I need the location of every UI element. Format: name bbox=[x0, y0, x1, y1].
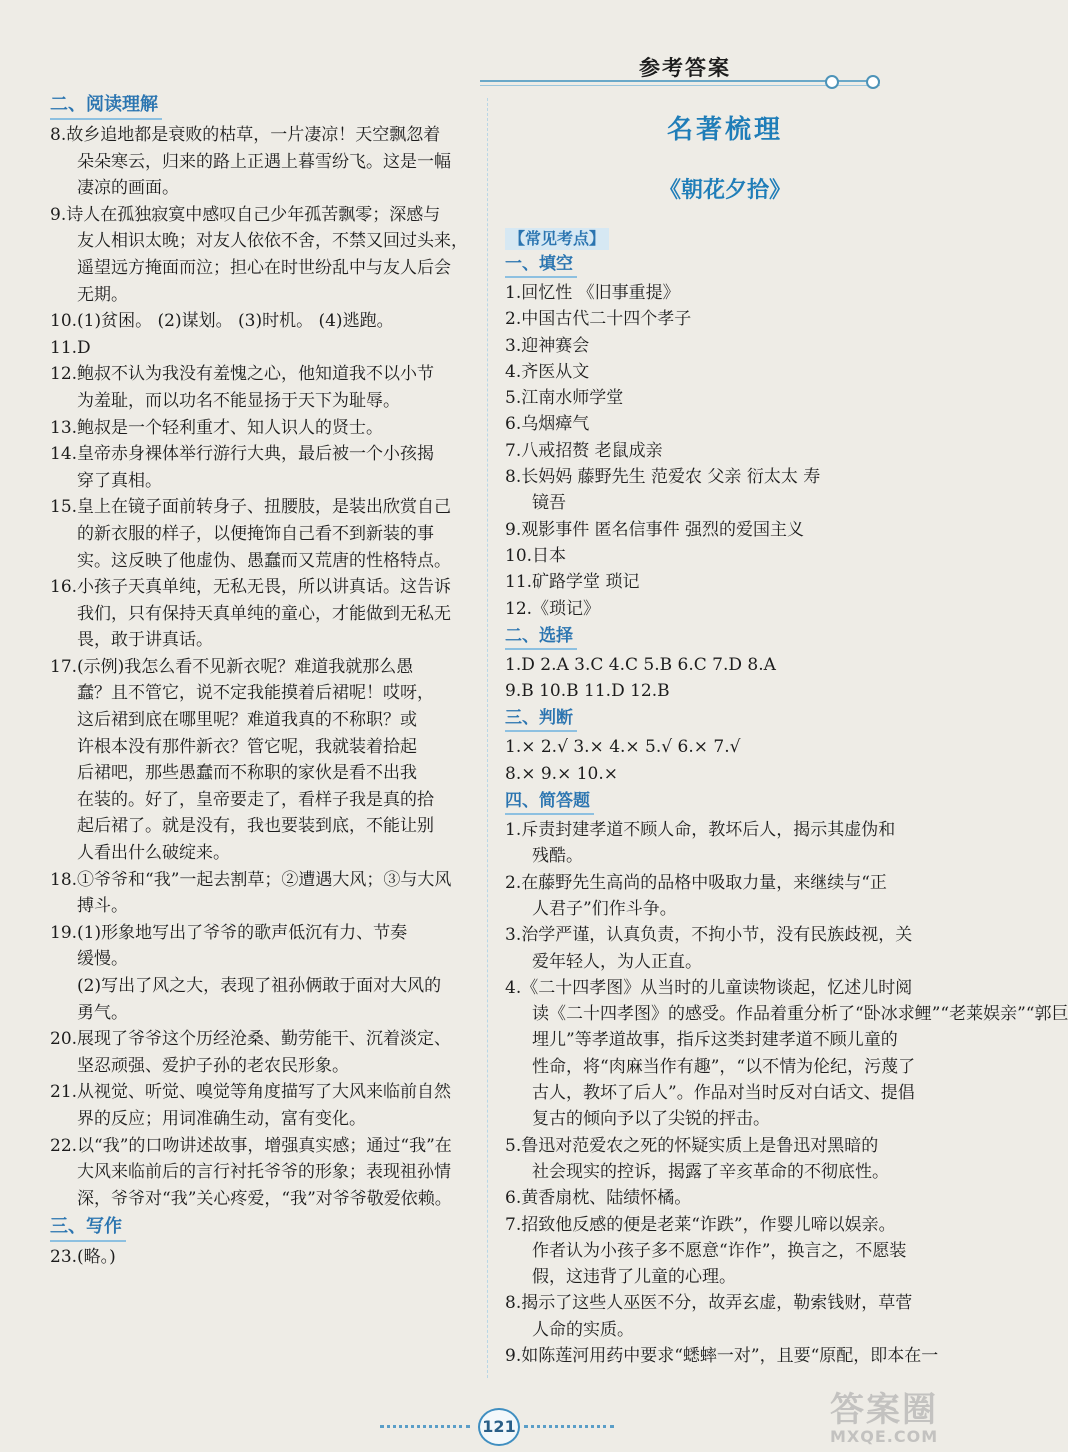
answer-line: 镜吾 bbox=[532, 493, 566, 514]
answer-line: 5.鲁迅对范爱农之死的怀疑实质上是鲁迅对黑暗的 bbox=[505, 1135, 879, 1156]
answer-line: 9.B 10.B 11.D 12.B bbox=[505, 681, 670, 702]
answer-item bbox=[505, 1133, 945, 1186]
answer-line: 19.(1)形象地写出了爷爷的歌声低沉有力、节奏 bbox=[50, 922, 408, 943]
answer-line: 1.斥责封建孝道不顾人命，教坏后人，揭示其虚伪和 bbox=[505, 820, 896, 841]
right-column bbox=[505, 110, 1068, 1369]
answer-line: 23.(略。) bbox=[50, 1247, 116, 1268]
answer-line: 7.招致他反感的便是老莱“诈跌”，作婴儿啼以娱亲。 bbox=[505, 1214, 896, 1235]
answer-item bbox=[505, 438, 945, 464]
answer-line: 爱年轻人，为人正直。 bbox=[532, 951, 702, 972]
answer-line: 13.鲍叔是一个轻利重才、知人识人的贤士。 bbox=[50, 417, 384, 438]
answer-line: 凄凉的画面。 bbox=[77, 178, 179, 199]
section-heading: 四、简答题 bbox=[505, 789, 594, 815]
dotted-rule bbox=[380, 1425, 470, 1428]
answer-line: 16.小孩子天真单纯，无私无畏，所以讲真话。这告诉 bbox=[50, 577, 452, 598]
answer-item bbox=[505, 817, 945, 870]
answer-line: 在装的。好了，皇帝要走了，看样子我是真的拾 bbox=[77, 789, 434, 810]
answer-line: 22.以“我”的口吻讲述故事，增强真实感；通过“我”在 bbox=[50, 1135, 452, 1156]
answer-line: 大风来临前后的言行衬托爷爷的形象；表现祖孙情 bbox=[77, 1162, 451, 1183]
answer-item bbox=[505, 1343, 945, 1369]
answer-line: 遥望远方掩面而泣；担心在时世纷乱中与友人后会 bbox=[77, 257, 451, 278]
answer-item bbox=[505, 543, 945, 569]
answer-line: 6.黄香扇枕、陆绩怀橘。 bbox=[505, 1188, 692, 1209]
answer-line: 9.观影事件 匿名信事件 强烈的爱国主义 bbox=[505, 519, 805, 540]
answer-line: 勇气。 bbox=[77, 1002, 128, 1023]
answer-item bbox=[50, 654, 470, 867]
answer-line: 缓慢。 bbox=[77, 949, 128, 970]
answer-line: 14.皇帝赤身裸体举行游行大典，最后被一个小孩揭 bbox=[50, 444, 435, 465]
answer-line: 穿了真相。 bbox=[77, 470, 162, 491]
answer-line: 古人，教坏了后人”。作品对当时反对白话文、提倡 bbox=[532, 1083, 915, 1104]
header-dot-icon bbox=[866, 75, 880, 89]
answer-line: 这后裙到底在哪里呢？难道我真的不称职？或 bbox=[77, 710, 417, 731]
answer-item bbox=[50, 441, 470, 494]
left-column bbox=[50, 90, 470, 1271]
answer-item bbox=[50, 361, 470, 414]
answer-item bbox=[50, 1026, 470, 1079]
watermark-text: 答案圈 bbox=[830, 1390, 938, 1430]
answer-item bbox=[505, 975, 1068, 1133]
answer-line: 朵朵寒云，归来的路上正遇上暮雪纷飞。这是一幅 bbox=[77, 151, 451, 172]
answer-item bbox=[505, 569, 945, 595]
answer-line: 1.D 2.A 3.C 4.C 5.B 6.C 7.D 8.A bbox=[505, 654, 776, 675]
answer-item bbox=[505, 333, 945, 359]
answer-line: 11.矿路学堂 琐记 bbox=[505, 572, 640, 593]
answer-line: 4.齐医从文 bbox=[505, 361, 590, 382]
answer-item bbox=[505, 922, 945, 975]
answer-line: 8.揭示了这些人巫医不分，故弄玄虚，勒索钱财，草菅 bbox=[505, 1293, 913, 1314]
answer-line: 7.八戒招赘 老鼠成亲 bbox=[505, 440, 663, 461]
section-title: 名著梳理 bbox=[666, 115, 783, 145]
answer-line: 21.从视觉、听觉、嗅觉等角度描写了大风来临前自然 bbox=[50, 1082, 452, 1103]
answer-line: 实。这反映了他虚伪、愚蠢而又荒唐的性格特点。 bbox=[77, 550, 451, 571]
answer-item bbox=[50, 202, 470, 308]
answer-line: 5.江南水师学堂 bbox=[505, 388, 624, 409]
page-number: 121 bbox=[478, 1408, 520, 1446]
answer-line: 17.(示例)我怎么看不见新衣呢？难道我就那么愚 bbox=[50, 656, 414, 677]
answer-line: 3.治学严谨，认真负责，不拘小节，没有民族歧视，关 bbox=[505, 925, 913, 946]
column-divider bbox=[487, 98, 488, 1378]
answer-item bbox=[505, 385, 945, 411]
answer-line: 10.日本 bbox=[505, 545, 567, 566]
watermark-logo bbox=[830, 1382, 980, 1446]
answer-line: 人君子”们作斗争。 bbox=[532, 898, 677, 919]
answer-line: 搏斗。 bbox=[77, 896, 128, 917]
answer-item bbox=[505, 652, 945, 678]
answer-line: 20.展现了爷爷这个历经沧桑、勤劳能干、沉着淡定、 bbox=[50, 1029, 452, 1050]
watermark-url: MXQE.COM bbox=[830, 1427, 939, 1446]
header-title: 参考答案 bbox=[639, 56, 731, 80]
answer-line: 无期。 bbox=[77, 284, 128, 305]
answer-item bbox=[505, 1185, 945, 1211]
answer-line: 许根本没有那件新衣？管它呢，我就装着拾起 bbox=[77, 736, 417, 757]
answer-line: 社会现实的控诉，揭露了辛亥革命的不彻底性。 bbox=[532, 1161, 889, 1182]
answer-item bbox=[505, 596, 945, 622]
answer-item bbox=[505, 464, 945, 517]
answer-item bbox=[50, 308, 470, 335]
answer-item bbox=[505, 1290, 945, 1343]
page-number-area bbox=[380, 1408, 620, 1444]
answer-item bbox=[50, 1079, 470, 1132]
answer-item bbox=[50, 494, 470, 574]
answer-item bbox=[50, 1133, 470, 1213]
answer-item bbox=[505, 1212, 945, 1291]
answer-item bbox=[505, 734, 945, 760]
answer-line: 12.鲍叔不认为我没有羞愧之心，他知道我不以小节 bbox=[50, 364, 435, 385]
section-heading: 二、阅读理解 bbox=[50, 92, 162, 120]
answer-line: 1.回忆性 《旧事重提》 bbox=[505, 283, 680, 303]
answer-item bbox=[50, 415, 470, 442]
answer-item bbox=[50, 574, 470, 654]
exam-points-tag: 【常见考点】 bbox=[505, 228, 609, 250]
section-heading: 一、填空 bbox=[505, 252, 577, 278]
right-column-body bbox=[505, 250, 1068, 1369]
answer-line: 蠢？且不管它，说不定我能摸着后裙呢！哎呀， bbox=[77, 683, 434, 704]
answer-line: 11.D bbox=[50, 337, 91, 358]
section-heading: 二、选择 bbox=[505, 624, 577, 650]
answer-line: 读《二十四孝图》的感受。作品着重分析了“卧冰求鲤”“老莱娱亲”“郭巨 bbox=[532, 1004, 1068, 1025]
answer-line: 残酷。 bbox=[532, 846, 583, 867]
answer-line: 2.中国古代二十四个孝子 bbox=[505, 309, 692, 330]
answer-line: 10.(1)贫困。 (2)谋划。 (3)时机。 (4)逃跑。 bbox=[50, 311, 394, 332]
answer-item bbox=[50, 335, 470, 362]
answer-line: 8.长妈妈 藤野先生 范爱农 父亲 衍太太 寿 bbox=[505, 467, 821, 488]
answer-line: 6.乌烟瘴气 bbox=[505, 414, 590, 435]
answer-line: 友人相识太晚；对友人依依不舍，不禁又回过头来， bbox=[77, 231, 468, 252]
answer-item bbox=[505, 517, 945, 543]
answer-item bbox=[505, 761, 945, 787]
answer-item bbox=[50, 122, 470, 202]
answer-line: 3.迎神赛会 bbox=[505, 335, 590, 356]
answer-line: 12.《琐记》 bbox=[505, 598, 601, 619]
dotted-rule bbox=[524, 1425, 614, 1428]
book-title: 《朝花夕拾》 bbox=[658, 177, 791, 203]
answer-item bbox=[50, 867, 470, 920]
header-rule-thin bbox=[480, 85, 880, 86]
answer-line: 我们，只有保持天真单纯的童心，才能做到无私无 bbox=[77, 603, 451, 624]
answer-line: 界的反应；用词准确生动，富有变化。 bbox=[77, 1108, 366, 1129]
section-heading: 三、写作 bbox=[50, 1214, 126, 1242]
answer-line: 1.× 2.√ 3.× 4.× 5.√ 6.× 7.√ bbox=[505, 737, 741, 758]
answer-line: 坚忍顽强、爱护子孙的老农民形象。 bbox=[77, 1055, 349, 1076]
answer-item bbox=[505, 306, 945, 332]
answer-line: 2.在藤野先生高尚的品格中吸取力量，来继续与“正 bbox=[505, 872, 887, 893]
answer-line: 人命的实质。 bbox=[532, 1319, 634, 1340]
answer-line: (2)写出了风之大，表现了祖孙俩敢于面对大风的 bbox=[77, 976, 442, 996]
answer-line: 作者认为小孩子多不愿意“诈作”，换言之，不愿装 bbox=[532, 1240, 907, 1261]
answer-line: 15.皇上在镜子面前转身子、扭腰肢，是装出欣赏自己 bbox=[50, 497, 452, 518]
answer-line: 复古的倾向予以了尖锐的抨击。 bbox=[532, 1109, 770, 1130]
answer-line: 9.如陈莲河用药中要求“蟋蟀一对”，且要“原配，即本在一 bbox=[505, 1345, 939, 1366]
answer-line: 畏，敢于讲真话。 bbox=[77, 630, 213, 651]
answer-line: 8.× 9.× 10.× bbox=[505, 763, 619, 784]
answer-line: 假，这违背了儿童的心理。 bbox=[532, 1267, 736, 1288]
answer-item bbox=[505, 359, 945, 385]
answer-line: 人看出什么破绽来。 bbox=[77, 843, 230, 864]
answer-line: 起后裙了。就是没有，我也要装到底，不能让别 bbox=[77, 816, 434, 837]
header-rule bbox=[480, 80, 880, 82]
answer-item bbox=[50, 920, 470, 1026]
answer-line: 深，爷爷对“我”关心疼爱，“我”对爷爷敬爱依赖。 bbox=[77, 1188, 452, 1209]
answer-line: 后裙吧，那些愚蠢而不称职的家伙是看不出我 bbox=[77, 763, 417, 784]
page-header bbox=[470, 46, 910, 96]
answer-item bbox=[50, 1244, 470, 1271]
answer-item bbox=[505, 870, 945, 923]
answer-item bbox=[505, 280, 945, 306]
answer-line: 性命，将“肉麻当作有趣”，“以不情为伦纪，污蔑了 bbox=[532, 1056, 916, 1077]
answer-line: 埋儿”等孝道故事，指斥这类封建孝道不顾儿童的 bbox=[532, 1030, 898, 1051]
header-dot-icon bbox=[825, 75, 839, 89]
answer-line: 18.①爷爷和“我”一起去割草；②遭遇大风；③与大风 bbox=[50, 869, 452, 890]
answer-line: 的新衣服的样子，以便掩饰自己看不到新装的事 bbox=[77, 523, 434, 544]
answer-line: 8.故乡追地都是衰败的枯草，一片凄凉！天空飘忽着 bbox=[50, 125, 441, 145]
answer-line: 4.《二十四孝图》从当时的儿童读物谈起，忆述儿时阅 bbox=[505, 977, 913, 998]
answer-line: 9.诗人在孤独寂寞中感叹自己少年孤苦飘零；深感与 bbox=[50, 204, 441, 225]
answer-line: 为羞耻，而以功名不能显扬于天下为耻辱。 bbox=[77, 390, 400, 411]
section-heading: 三、判断 bbox=[505, 706, 577, 732]
answer-item bbox=[505, 678, 945, 704]
answer-item bbox=[505, 411, 945, 437]
